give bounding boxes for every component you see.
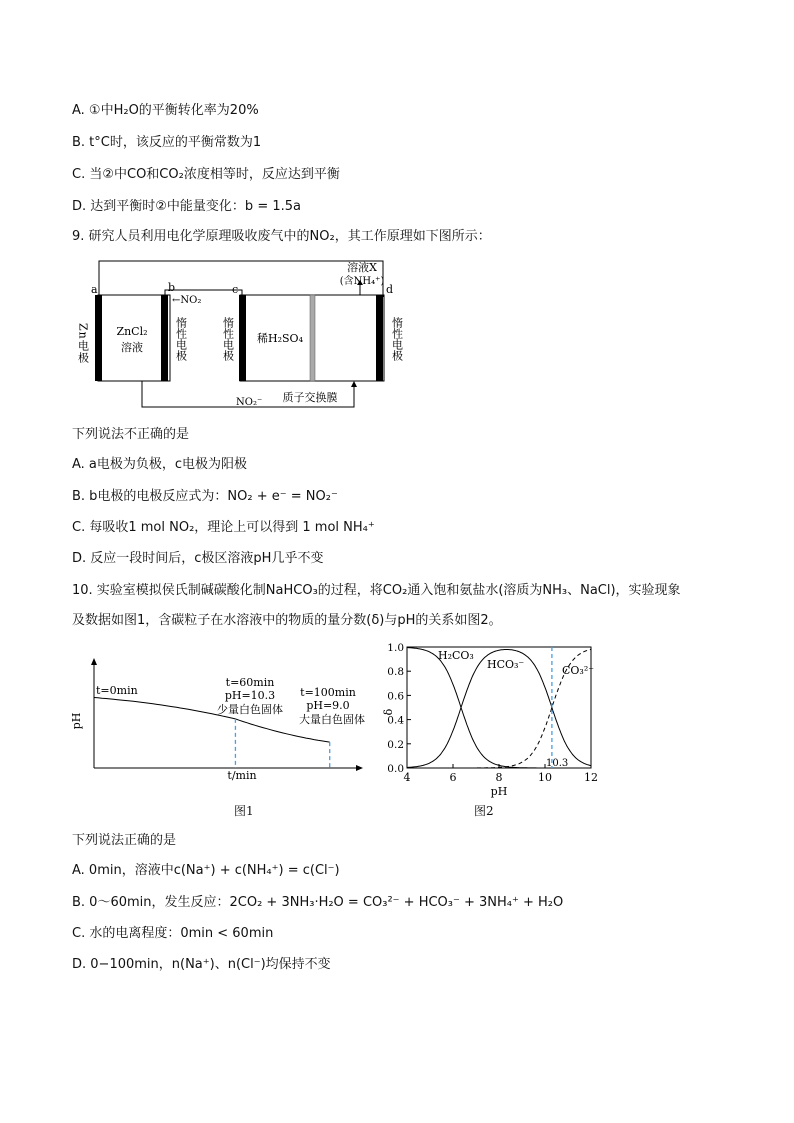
terminal-d: d	[386, 283, 394, 296]
inert-electrode-b-label: 惰性电极	[174, 317, 188, 361]
q10-option-d: D. 0−100min，n(Na⁺)、n(Cl⁻)均保持不变	[72, 957, 331, 972]
q9-option-b: B. b电极的电极反应式为：NO₂ + e⁻ = NO₂⁻	[72, 489, 338, 504]
q10-option-a: A. 0min，溶液中c(Na⁺) + c(NH₄⁺) = c(Cl⁻)	[72, 863, 340, 878]
fig2-xtick-label: 6	[449, 771, 457, 784]
q8-option-b: B. t°C时，该反应的平衡常数为1	[72, 135, 262, 150]
fig1-x-arrow	[356, 765, 363, 771]
zncl2-label: ZnCl₂	[116, 325, 148, 338]
q9-prompt: 下列说法不正确的是	[72, 427, 190, 442]
fig1-chart	[70, 655, 370, 795]
fig1-xlabel: t/min	[227, 769, 257, 782]
no2-minus-label: NO₂⁻	[236, 397, 263, 408]
fig2-ylabel: δ	[382, 708, 395, 716]
fig1-caption: 图1	[234, 804, 254, 818]
electrolysis-diagram	[60, 255, 420, 415]
fig1-t0-label: t=0min	[96, 684, 138, 697]
inert-electrode-c-label: 惰性电极	[221, 317, 235, 361]
q8-option-d: D. 达到平衡时②中能量变化：b = 1.5a	[72, 199, 301, 214]
q9-option-a: A. a电极为负极，c电极为阳极	[72, 457, 248, 472]
inert-electrode-d-label: 惰性电极	[390, 317, 404, 361]
fig1-t60-note: 少量白色固体	[217, 703, 283, 716]
fig1-t60-ph: pH=10.3	[224, 689, 276, 702]
terminal-a: a	[91, 283, 98, 296]
no2-inlet: ←NO₂	[172, 295, 202, 306]
fig1-ylabel: pH	[70, 712, 83, 730]
fig2-ytick-label: 0.2	[387, 738, 404, 751]
fig1-t100-note: 大量白色固体	[299, 713, 365, 726]
fig2-ytick-label: 0.6	[387, 690, 404, 703]
q8-option-c: C. 当②中CO和CO₂浓度相等时，反应达到平衡	[72, 167, 340, 182]
return-arrow	[351, 381, 357, 387]
fig2-xtick-label: 10	[538, 771, 552, 784]
zn-electrode-label: Zn电极	[76, 323, 90, 364]
fig2-xlabel: pH	[490, 785, 508, 798]
fig2-ytick-label: 0.0	[387, 763, 404, 775]
zncl2-solution: 溶液	[121, 341, 143, 354]
q9-option-d: D. 反应一段时间后，c极区溶液pH几乎不变	[72, 551, 324, 566]
dilute-h2so4-label: 稀H₂SO₄	[257, 332, 303, 345]
electrode-d	[376, 295, 383, 381]
fig2-xtick-label: 8	[495, 771, 503, 784]
fig2-ytick-label: 0.8	[387, 666, 404, 679]
terminal-c: c	[232, 283, 239, 296]
contains-nh4-label: (含NH₄⁺)	[339, 276, 385, 287]
left-cell	[98, 295, 170, 381]
q9-option-c: C. 每吸收1 mol NO₂，理论上可以得到 1 mol NH₄⁺	[72, 520, 375, 535]
fig2-marker-label: 10.3	[546, 758, 569, 769]
fig2-ytick-label: 1.0	[387, 642, 404, 654]
fig2-ytick-label: 0.4	[387, 714, 404, 727]
fig2-co3-label: CO₃²⁻	[562, 664, 595, 677]
q10-option-b: B. 0～60min，发生反应：2CO₂ + 3NH₃·H₂O = CO₃²⁻ + HCO₃⁻ + 3NH₄⁺ + H₂O	[72, 895, 564, 910]
zn-electrode	[95, 295, 102, 381]
q9-stem: 9. 研究人员利用电化学原理吸收废气中的NO₂，其工作原理如下图所示：	[72, 229, 491, 244]
fig1-t60-label: t=60min	[225, 676, 275, 689]
membrane-label: 质子交换膜	[282, 391, 338, 404]
proton-membrane	[310, 295, 315, 381]
solution-x-label: 溶液X	[347, 261, 377, 274]
fig2-xtick-label: 4	[403, 771, 411, 784]
electrode-b	[161, 295, 168, 381]
q10-option-c: C. 水的电离程度：0min < 60min	[72, 926, 274, 941]
fig1-t100-label: t=100min	[300, 686, 356, 699]
fig1-ph-curve	[94, 698, 330, 743]
fig1-t100-ph: pH=9.0	[306, 699, 350, 712]
q10-stem-line1: 10. 实验室模拟侯氏制碱碳酸化制NaHCO₃的过程，将CO₂通入饱和氨盐水(溶质为NH₃、NaCl)，实验现象	[72, 583, 681, 598]
fig1-y-arrow	[91, 658, 97, 665]
q8-option-a: A. ①中H₂O的平衡转化率为20%	[72, 103, 259, 118]
terminal-b: b	[168, 281, 176, 294]
q10-prompt: 下列说法正确的是	[72, 833, 177, 848]
q10-stem-line2: 及数据如图1，含碳粒子在水溶液中的物质的量分数(δ)与pH的关系如图2。	[72, 613, 502, 628]
fig2-caption: 图2	[474, 804, 494, 818]
fig2-chart	[380, 638, 600, 800]
fig2-h2co3-label: H₂CO₃	[438, 649, 474, 662]
fig2-hco3-label: HCO₃⁻	[487, 658, 525, 671]
electrode-c	[239, 295, 246, 381]
fig2-xtick-label: 12	[584, 771, 598, 784]
